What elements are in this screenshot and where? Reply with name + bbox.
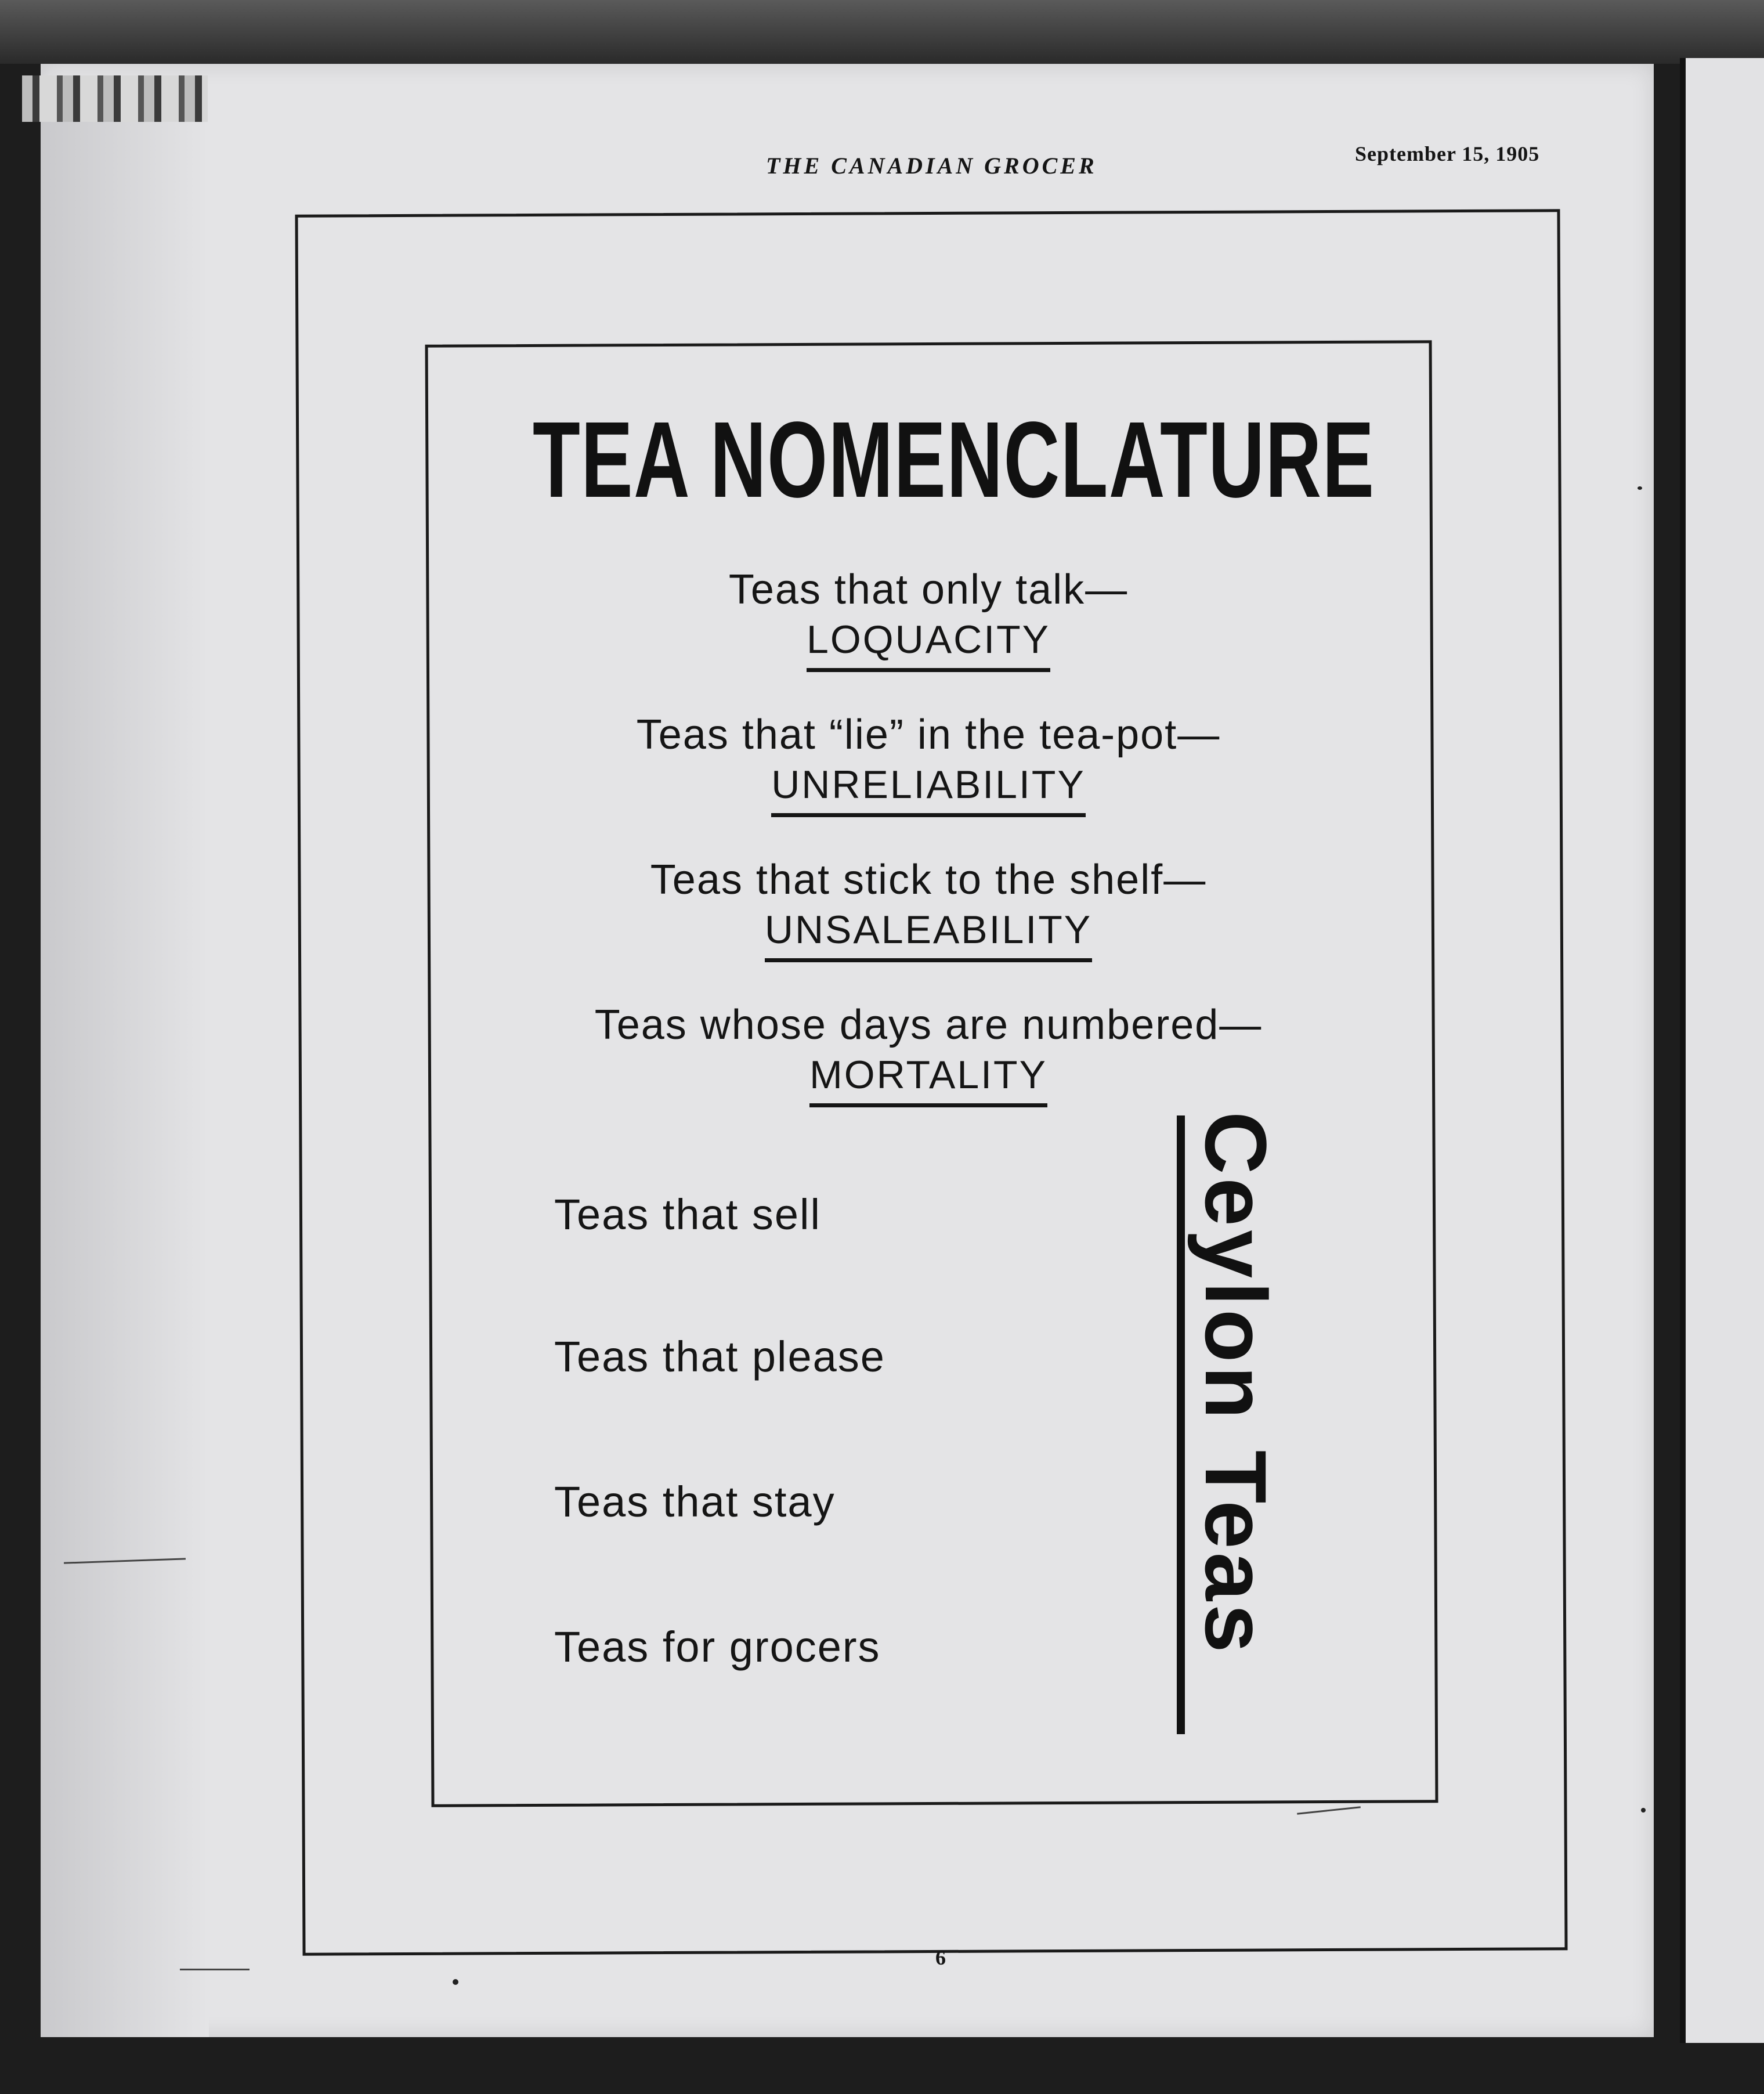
page-gutter-shadow [41,110,209,2037]
scan-artifact-line [180,1969,250,1970]
nomenclature-description: Teas whose days are numbered— [594,1002,1263,1048]
nomenclature-group [667,566,1190,672]
brand-name-vertical: Ceylon Teas [1187,1111,1285,1656]
nomenclature-group [545,711,1311,817]
nomenclature-description: Teas that “lie” in the tea-pot— [636,712,1221,758]
ad-headline: TEA NOMENCLATURE [533,400,1375,520]
nomenclature-term: MORTALITY [809,1052,1047,1107]
nomenclature-description: Teas that stick to the shelf— [650,857,1207,903]
film-edge-strip [22,75,208,122]
nomenclature-group [525,1001,1332,1107]
scan-speck [453,1979,458,1985]
virtue-line: Teas that sell [554,1190,821,1239]
publication-title: THE CANADIAN GROCER [766,153,1097,179]
scan-speck [1641,1808,1646,1813]
adjacent-page-edge [1680,58,1764,2043]
page-number: 6 [935,1946,946,1969]
nomenclature-description: Teas that only talk— [728,566,1129,613]
issue-date: September 15, 1905 [1355,142,1540,165]
virtue-line: Teas for grocers [554,1623,881,1671]
virtue-line: Teas that please [554,1333,885,1381]
nomenclature-group [569,856,1288,962]
nomenclature-term: LOQUACITY [807,617,1050,672]
film-margin-top [0,0,1764,64]
scan-speck [1638,486,1642,490]
nomenclature-term: UNRELIABILITY [771,762,1086,817]
virtue-line: Teas that stay [554,1478,836,1526]
nomenclature-term: UNSALEABILITY [765,907,1092,962]
brand-bracket-bar [1177,1115,1185,1734]
